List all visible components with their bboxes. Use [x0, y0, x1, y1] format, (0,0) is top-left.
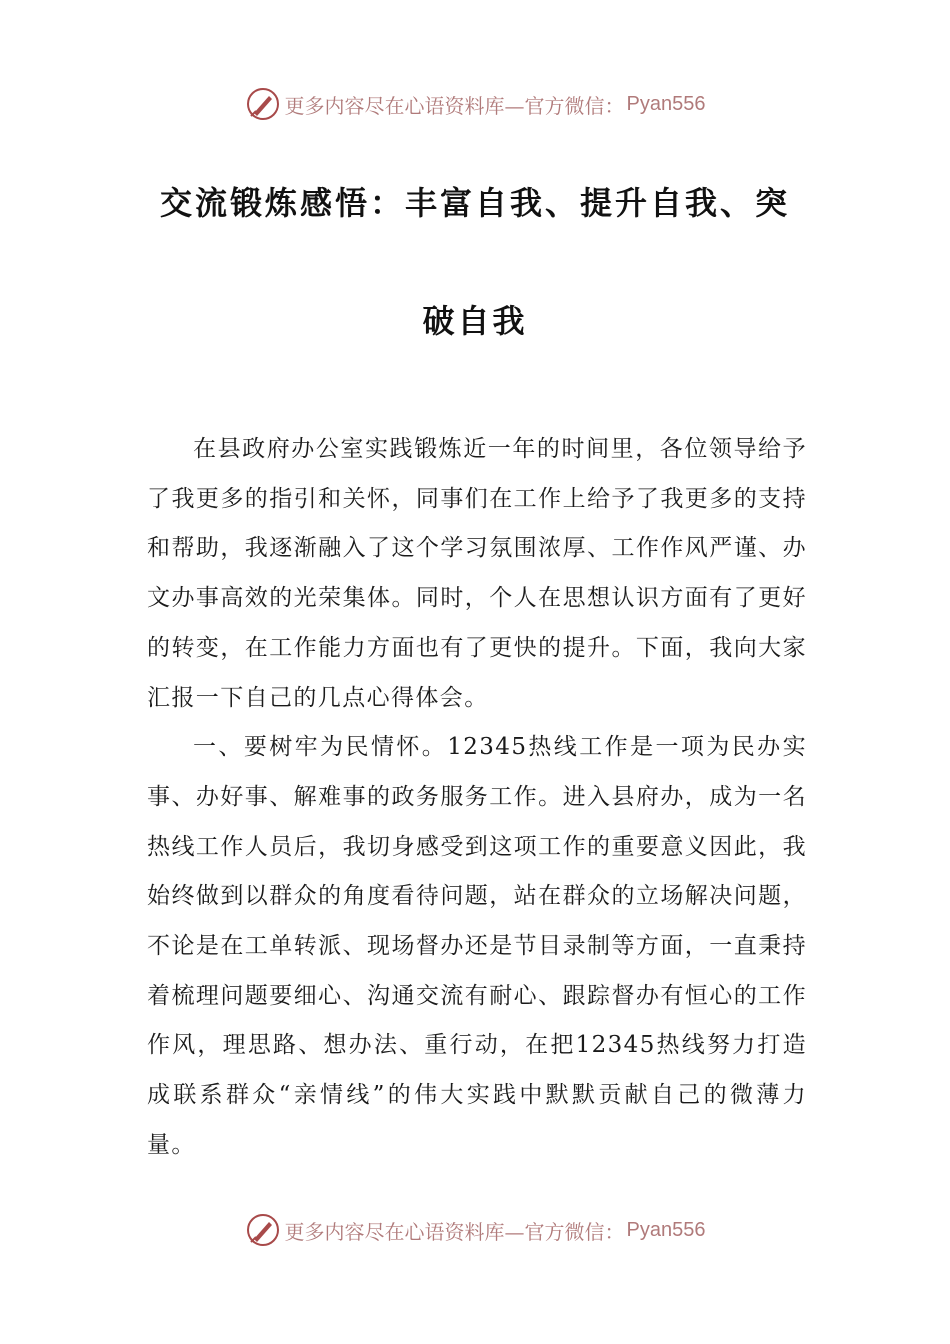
paragraph-intro: 在县政府办公室实践锻炼近一年的时间里，各位领导给予了我更多的指引和关怀，同事们在工作上给予了我更多的支持和帮助，我逐渐融入了这个学习氛围浓厚、工作作风严谨、办文办事高效的光荣集体。同时，个人在思想认识方面有了更好的转变，在工作能力方面也有了更快的提升。下面，我向大家汇报一下自己的几点心得体会。: [147, 436, 807, 711]
watermark-text: 更多内容尽在心语资料库—官方微信：: [284, 93, 625, 118]
paragraph-section-1: 一、要树牢为民情怀。12345热线工作是一项为民办实事、办好事、解难事的政务服务工作。进入县府办，成为一名热线工作人员后，我切身感受到这项工作的重要意义因此，我始终做到以群众的角度看待问题，站在群众的立场解决问题，不论是在工单转派、现场督办还是节目录制等方面，一直秉持着梳理问题要细心、沟通交流有耐心、跟踪督办有恒心的工作作风，理思路、想办法、重行动，在把12345热线努力打造成联系群众“亲情线”的伟大实践中默默贡献自己的微薄力量。: [147, 734, 807, 1158]
pen-logo-icon: [245, 86, 281, 122]
watermark-header: [0, 84, 950, 124]
document-title-line-1: 交流锻炼感悟：丰富自我、提升自我、突: [159, 184, 790, 222]
watermark-wechat-id: Pyan556: [626, 92, 706, 115]
watermark-wechat-id: Pyan556: [626, 1218, 706, 1241]
pen-logo-icon: [245, 1212, 281, 1248]
watermark-footer: [0, 1210, 950, 1250]
watermark-text: 更多内容尽在心语资料库—官方微信：: [284, 1219, 625, 1244]
document-body: [147, 425, 807, 1171]
document-title-line-2: 破自我: [422, 302, 528, 340]
